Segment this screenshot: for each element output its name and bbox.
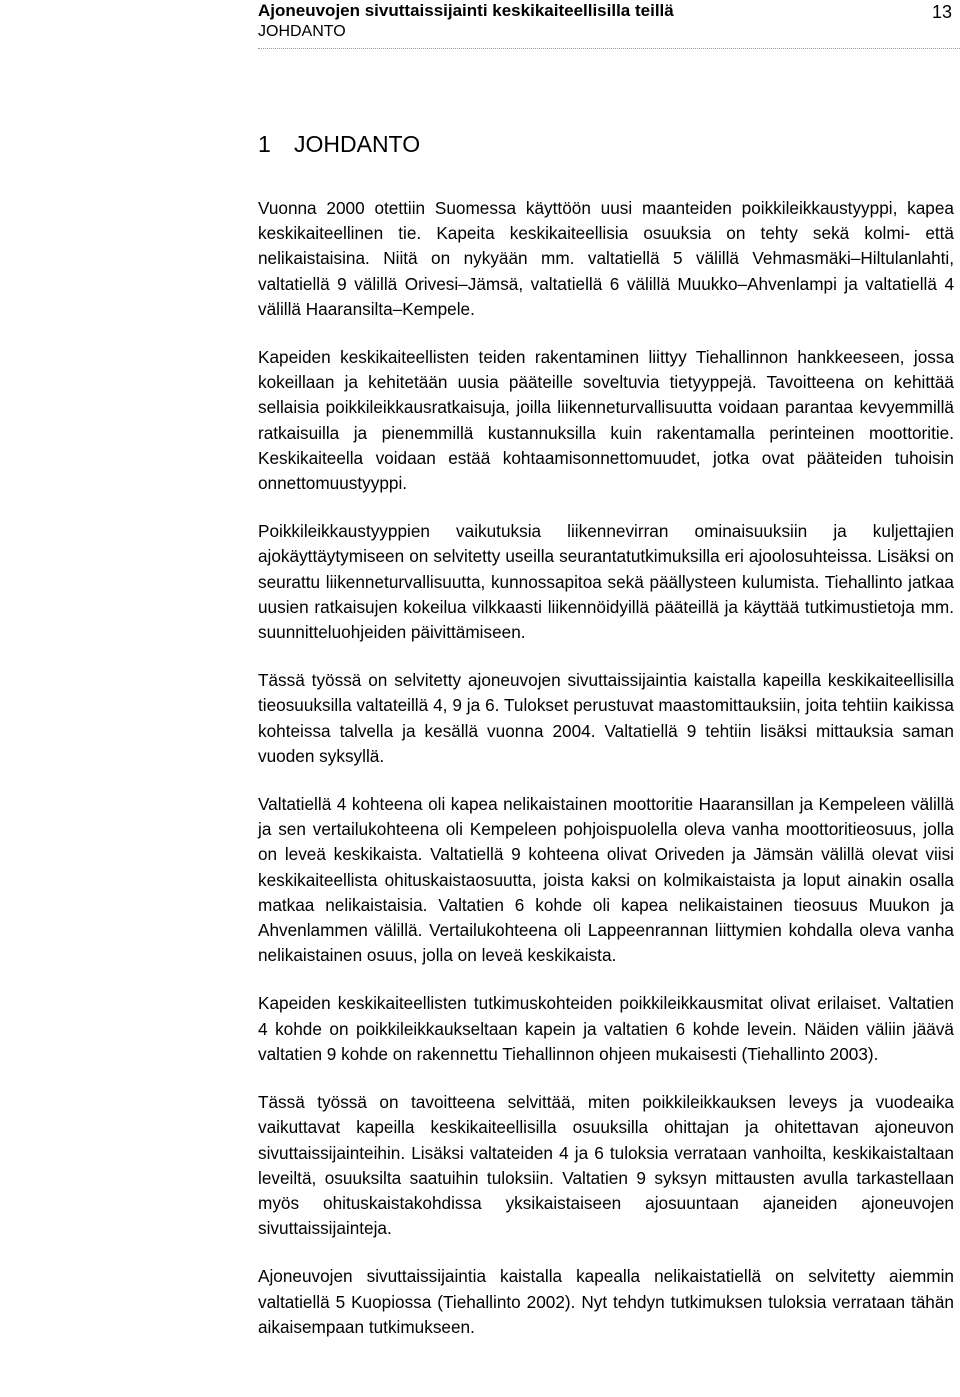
paragraph: Kapeiden keskikaiteellisten tutkimuskohteiden poikkileikkausmitat olivat erilaiset. Valtatien 4 kohde on poikkileikkaukseltaan kapein ja valtatien 6 kohde levein. Näiden väliin jäävä valtatien 9 kohde on rakennettu Tiehallinnon ohjeen mukaisesti (Tiehallinto 2003). [258, 993, 954, 1064]
paragraph: Tässä työssä on tavoitteena selvittää, miten poikkileikkauksen leveys ja vuodeaika vaikuttavat kapeilla keskikaiteellisilla osuuksilla ohittajan ja ohitettavan ajoneuvon sivuttaissijainteihin. Lisäksi valtateiden 4 ja 6 tuloksia verrataan vanhoilta, keskikaistaltaan leveiltä, osuuksilta saatuihin tuloksiin. Valtatien 9 syksyn mittausten avulla tarkastellaan myös ohituskaistakohdissa yksikaistaiseen ajosuuntaan ajaneiden ajoneuvojen sivuttaissijainteja. [258, 1092, 954, 1239]
paragraph: Vuonna 2000 otettiin Suomessa käyttöön uusi maanteiden poikkileikkaustyyppi, kapea keskikaiteellinen tie. Kapeita keskikaiteellisia osuuksia on tehty sekä kolmi- että nelikaistaisina. Niitä on nykyään mm. valtatiellä 5 välillä Vehmasmäki–Hiltulanlahti, valtatiellä 9 välillä Orivesi–Jämsä, valtatiellä 6 välillä Muukko–Ahvenlampi ja valtatiellä 4 välillä Haaransilta–Kempele. [258, 198, 954, 319]
chapter-number: 1 [258, 131, 271, 157]
paragraph: Valtatiellä 4 kohteena oli kapea nelikaistainen moottoritie Haaransillan ja Kempeleen välillä ja sen vertailukohteena oli Kempeleen pohjoispuolella oleva vanha moottoritieosuus, jolla on leveä keskikaista. Valtatiellä 9 kohteena olivat Oriveden ja Jämsän välillä olevat viisi keskikaiteellista ohituskaistaosuutta, joista kaksi on kolmikaistaista ja loput ainakin osalla matkaa nelikaistaisia. Valtatien 6 kohde oli kapea nelikaistainen tieosuus Muukon ja Ahvenlammen välillä. Vertailukohteena oli Lappeenrannan liittymien kohdalla oleva vanha nelikaistainen osuus, jolla on leveä keskikaista. [258, 794, 954, 966]
paragraph: Tässä työssä on selvitetty ajoneuvojen sivuttaissijaintia kaistalla kapeilla keskikaiteellisilla tieosuuksilla valtateillä 4, 9 ja 6. Tulokset perustuvat maastomittauksiin, joita tehtiin kaikissa kohteissa talvella ja kesällä vuonna 2004. Valtatiellä 9 tehtiin lisäksi mittauksia saman vuoden syksyllä. [258, 670, 954, 766]
page-number: 13 [931, 2, 952, 22]
header-divider [258, 48, 960, 49]
paragraph: Poikkileikkaustyyppien vaikutuksia liikennevirran ominaisuuksiin ja kuljettajien ajokäyttäytymiseen on selvitetty useilla seurantatutkimuksilla eri ajoolosuhteissa. Lisäksi on seurattu liikenneturvallisuutta, kunnossapitoa sekä päällysteen kulumista. Tiehallinto jatkaa uusien ratkaisujen kokeilua vilkkaasti liikennöidyillä pääteillä ja käyttää tutkimustietoja mm. suunnitteluohjeiden päivittämiseen. [258, 521, 954, 643]
running-header-title: Ajoneuvojen sivuttaissijainti keskikaiteellisilla teillä [258, 1, 674, 20]
chapter-heading [258, 130, 420, 158]
paragraph: Kapeiden keskikaiteellisten teiden rakentaminen liittyy Tiehallinnon hankkeeseen, jossa kokeillaan ja kehitetään uusia pääteille soveltuvia tietyyppejä. Tavoitteena on kehittää sellaisia poikkileikkausratkaisuja, joilla liikenneturvallisuutta voidaan parantaa kevyemmillä ratkaisuilla ja pienemmillä kustannuksilla kuin rakentamalla perinteinen moottoritie. Keskikaiteella voidaan estää kohtaamisonnettomuudet, jotka ovat pääteiden tuhoisin onnettomuustyyppi. [258, 347, 954, 494]
chapter-title: JOHDANTO [294, 131, 421, 157]
running-header-section: JOHDANTO [258, 23, 346, 40]
body-text [258, 196, 954, 1363]
paragraph: Ajoneuvojen sivuttaissijaintia kaistalla kapealla nelikaistatiellä on selvitetty aiemmin valtatiellä 5 Kuopiossa (Tiehallinto 2002). Nyt tehdyn tutkimuksen tuloksia verrataan tähän aikaisempaan tutkimukseen. [258, 1266, 954, 1337]
running-header [258, 0, 960, 48]
